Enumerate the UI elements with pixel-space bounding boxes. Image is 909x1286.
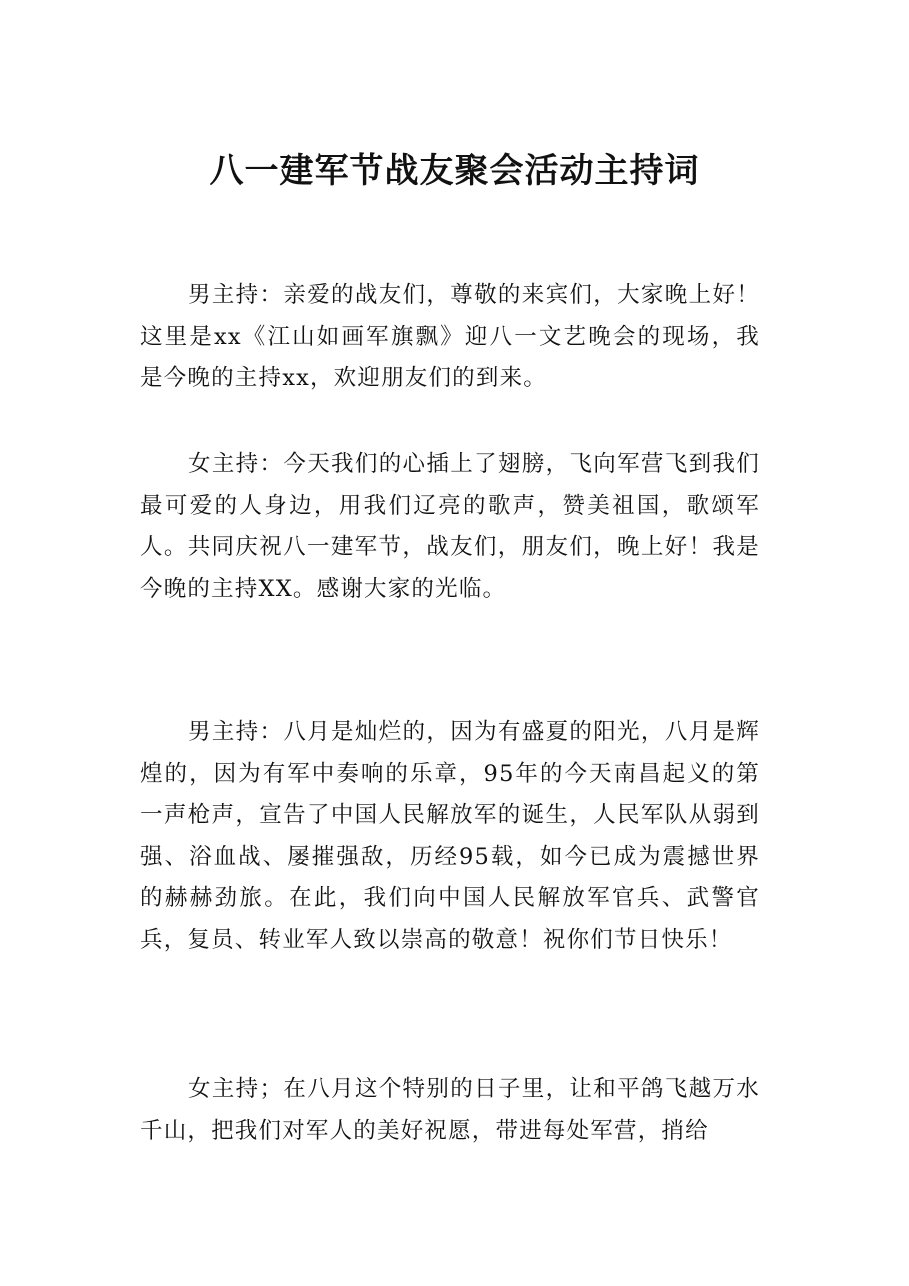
paragraph-male-host-august: 男主持：八月是灿烂的，因为有盛夏的阳光，八月是辉煌的，因为有军中奏响的乐章，95年的今天南昌起义的第一声枪声，宣告了中国人民解放军的诞生，人民军队从弱到强、浴血战、屡摧强敌，历经95载，如今已成为震撼世界的赫赫劲旅。在此，我们向中国人民解放军官兵、武警官兵，复员、转业军人致以崇高的敬意！祝你们节日快乐！ <box>140 719 760 953</box>
paragraph-female-host-opening: 女主持：今天我们的心插上了翅膀，飞向军营飞到我们最可爱的人身边，用我们辽亮的歌声，赞美祖国，歌颂军人。共同庆祝八一建军节，战友们，朋友们，晚上好！我是今晚的主持XX。感谢大家的光临。 <box>140 451 760 602</box>
document-title: 八一建军节战友聚会活动主持词 <box>209 151 700 191</box>
paragraph-male-host-opening: 男主持：亲爱的战友们，尊敬的来宾们，大家晚上好！这里是xx《江山如画军旗飘》迎八一文艺晚会的现场，我是今晚的主持xx，欢迎朋友们的到来。 <box>140 282 760 391</box>
paragraph-female-host-august: 女主持；在八月这个特别的日子里，让和平鸽飞越万水千山，把我们对军人的美好祝愿，带进每处军营，捎给 <box>140 1076 760 1144</box>
